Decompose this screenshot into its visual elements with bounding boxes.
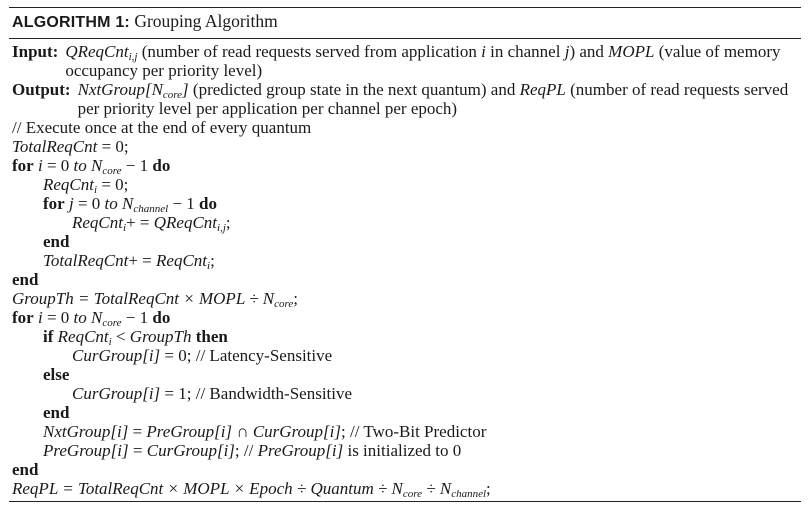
line-group-th	[12, 289, 801, 308]
input-desc-j: j	[564, 42, 570, 61]
var-n: N	[122, 194, 134, 213]
input-var-sub: i,j	[128, 51, 138, 63]
caption-title: Grouping Algorithm	[134, 11, 278, 31]
minus-one: − 1	[121, 308, 153, 327]
input-var: QReqCnt	[65, 42, 129, 61]
sub-i: i	[207, 260, 211, 272]
kw-to: to	[73, 156, 87, 175]
var-curgroup: CurGroup[i]	[72, 346, 161, 365]
div-n: ÷ N	[422, 479, 452, 498]
caption-label: ALGORITHM 1:	[12, 14, 130, 31]
line-end-1	[12, 232, 801, 251]
var-n: N	[91, 308, 103, 327]
var-reqcnt: ReqCnt	[156, 251, 208, 270]
sub-i: i	[94, 184, 98, 196]
kw-do: do	[199, 194, 218, 213]
var-n: N	[91, 156, 103, 175]
input-desc-2: in channel	[485, 42, 565, 61]
kw-do: do	[152, 156, 171, 175]
sub-core: core	[402, 488, 423, 500]
line-reqpl	[12, 479, 801, 498]
input-text	[65, 42, 801, 80]
total-reqcnt: TotalReqCnt	[12, 137, 98, 156]
reqpl-rhs: = TotalReqCnt × MOPL × Epoch ÷ Quantum ÷ N	[57, 479, 403, 498]
var-groupth: GroupTh	[12, 289, 74, 308]
line-if	[12, 327, 801, 346]
line-for-j	[12, 194, 801, 213]
line-total-init	[12, 137, 801, 156]
line-reqcnt-init	[12, 175, 801, 194]
line-reqcnt-accumulate	[12, 213, 801, 232]
var-i: i	[37, 156, 43, 175]
kw-do: do	[152, 308, 171, 327]
var-j: j	[68, 194, 74, 213]
less-than: <	[111, 327, 130, 346]
var-reqcnt: ReqCnt	[43, 175, 94, 194]
total-reqcnt: TotalReqCnt	[43, 251, 129, 270]
assign-zero: = 0;	[97, 175, 129, 194]
plus-eq: + =	[126, 213, 154, 232]
init-comment-b: is initialized to 0	[343, 441, 462, 460]
semicolon: ;	[225, 213, 231, 232]
var-reqcnt: ReqCnt	[72, 213, 123, 232]
line-pre-group	[12, 441, 801, 460]
line-total-accumulate	[12, 251, 801, 270]
line-end-2	[12, 270, 801, 289]
semicolon: ;	[293, 289, 299, 308]
kw-end: end	[43, 232, 70, 251]
algorithm-caption	[9, 8, 801, 36]
line-nxt-group	[12, 422, 801, 441]
kw-end: end	[43, 403, 70, 422]
output-row	[9, 80, 801, 118]
var-reqcnt: ReqCnt	[57, 327, 109, 346]
line-bandwidth	[12, 384, 801, 403]
kw-to: to	[104, 194, 118, 213]
sub-core: core	[274, 298, 294, 310]
latency-sensitive: = 0; // Latency-Sensitive	[160, 346, 333, 365]
input-desc-i: i	[481, 42, 486, 61]
equals: =	[128, 422, 147, 441]
kw-for: for	[12, 308, 34, 327]
intersect: ∩	[232, 422, 253, 441]
init-comment-a: ; //	[234, 441, 258, 460]
sub-ij: i,j	[217, 222, 226, 234]
var-curgroup: CurGroup[i]	[72, 384, 161, 403]
caption-rule	[9, 38, 801, 39]
output-var-sub: core	[162, 89, 183, 101]
output-var-close: ]	[182, 80, 189, 99]
predictor-comment: ; // Two-Bit Predictor	[341, 422, 487, 441]
input-desc-4: (value of memory occupancy per priority level)	[65, 42, 781, 80]
var-reqpl: ReqPL	[12, 479, 58, 498]
line-else	[12, 365, 801, 384]
semicolon: ;	[210, 251, 215, 270]
sub-channel: channel	[133, 203, 169, 215]
input-desc-1: (number of read requests served from application	[137, 42, 482, 61]
var-groupth: GroupTh	[129, 327, 192, 346]
input-label: Input:	[12, 42, 59, 61]
algorithm-body	[9, 118, 801, 498]
bottom-rule	[9, 501, 801, 502]
eq-zero: = 0	[42, 156, 74, 175]
sub-channel: channel	[451, 488, 487, 500]
var-pregroup: PreGroup[i]	[43, 441, 129, 460]
var-pregroup: PreGroup[i]	[146, 422, 233, 441]
input-row	[9, 42, 801, 80]
algorithm-box	[9, 7, 801, 502]
var-curgroup: CurGroup[i]	[146, 441, 235, 460]
sub-i: i	[108, 336, 112, 348]
line-for-i-2	[12, 308, 801, 327]
output-var-2: ReqPL	[519, 80, 566, 99]
bandwidth-sensitive: = 1; // Bandwidth-Sensitive	[160, 384, 353, 403]
sub-i: i	[123, 222, 127, 234]
plus-eq: + =	[128, 251, 157, 270]
var-qreqcnt: QReqCnt	[153, 213, 218, 232]
var-pregroup: PreGroup[i]	[257, 441, 344, 460]
line-for-i-1	[12, 156, 801, 175]
input-var-2: MOPL	[608, 42, 655, 61]
line-end-4	[12, 460, 801, 479]
sub-core: core	[102, 317, 122, 329]
var-curgroup: CurGroup[i]	[252, 422, 342, 441]
output-desc-1: (predicted group state in the next quantum) and	[188, 80, 520, 99]
kw-end: end	[12, 270, 39, 289]
kw-then: then	[195, 327, 228, 346]
input-desc-3: ) and	[569, 42, 609, 61]
kw-for: for	[43, 194, 65, 213]
sub-core: core	[102, 165, 122, 177]
line-comment-quantum	[12, 118, 801, 137]
output-var: NxtGroup[N	[77, 80, 163, 99]
eq-zero: = 0	[73, 194, 105, 213]
minus-one: − 1	[168, 194, 200, 213]
total-init-rest: = 0;	[97, 137, 129, 156]
eq-zero: = 0	[42, 308, 74, 327]
kw-for: for	[12, 156, 34, 175]
kw-else: else	[43, 365, 70, 384]
line-end-3	[12, 403, 801, 422]
var-nxtgroup: NxtGroup[i]	[43, 422, 129, 441]
kw-if: if	[43, 327, 54, 346]
kw-end: end	[12, 460, 39, 479]
comment-text: // Execute once at the end of every quantum	[12, 118, 312, 137]
output-text	[78, 80, 801, 118]
equals: =	[128, 441, 147, 460]
output-desc-2: (number of read requests served per priority level per application per channel per epoch)	[77, 80, 789, 118]
minus-one: − 1	[121, 156, 153, 175]
groupth-rhs: = TotalReqCnt × MOPL ÷ N	[73, 289, 275, 308]
kw-to: to	[73, 308, 87, 327]
var-i: i	[37, 308, 43, 327]
semicolon: ;	[486, 479, 491, 498]
line-latency	[12, 346, 801, 365]
output-label: Output:	[12, 80, 71, 99]
